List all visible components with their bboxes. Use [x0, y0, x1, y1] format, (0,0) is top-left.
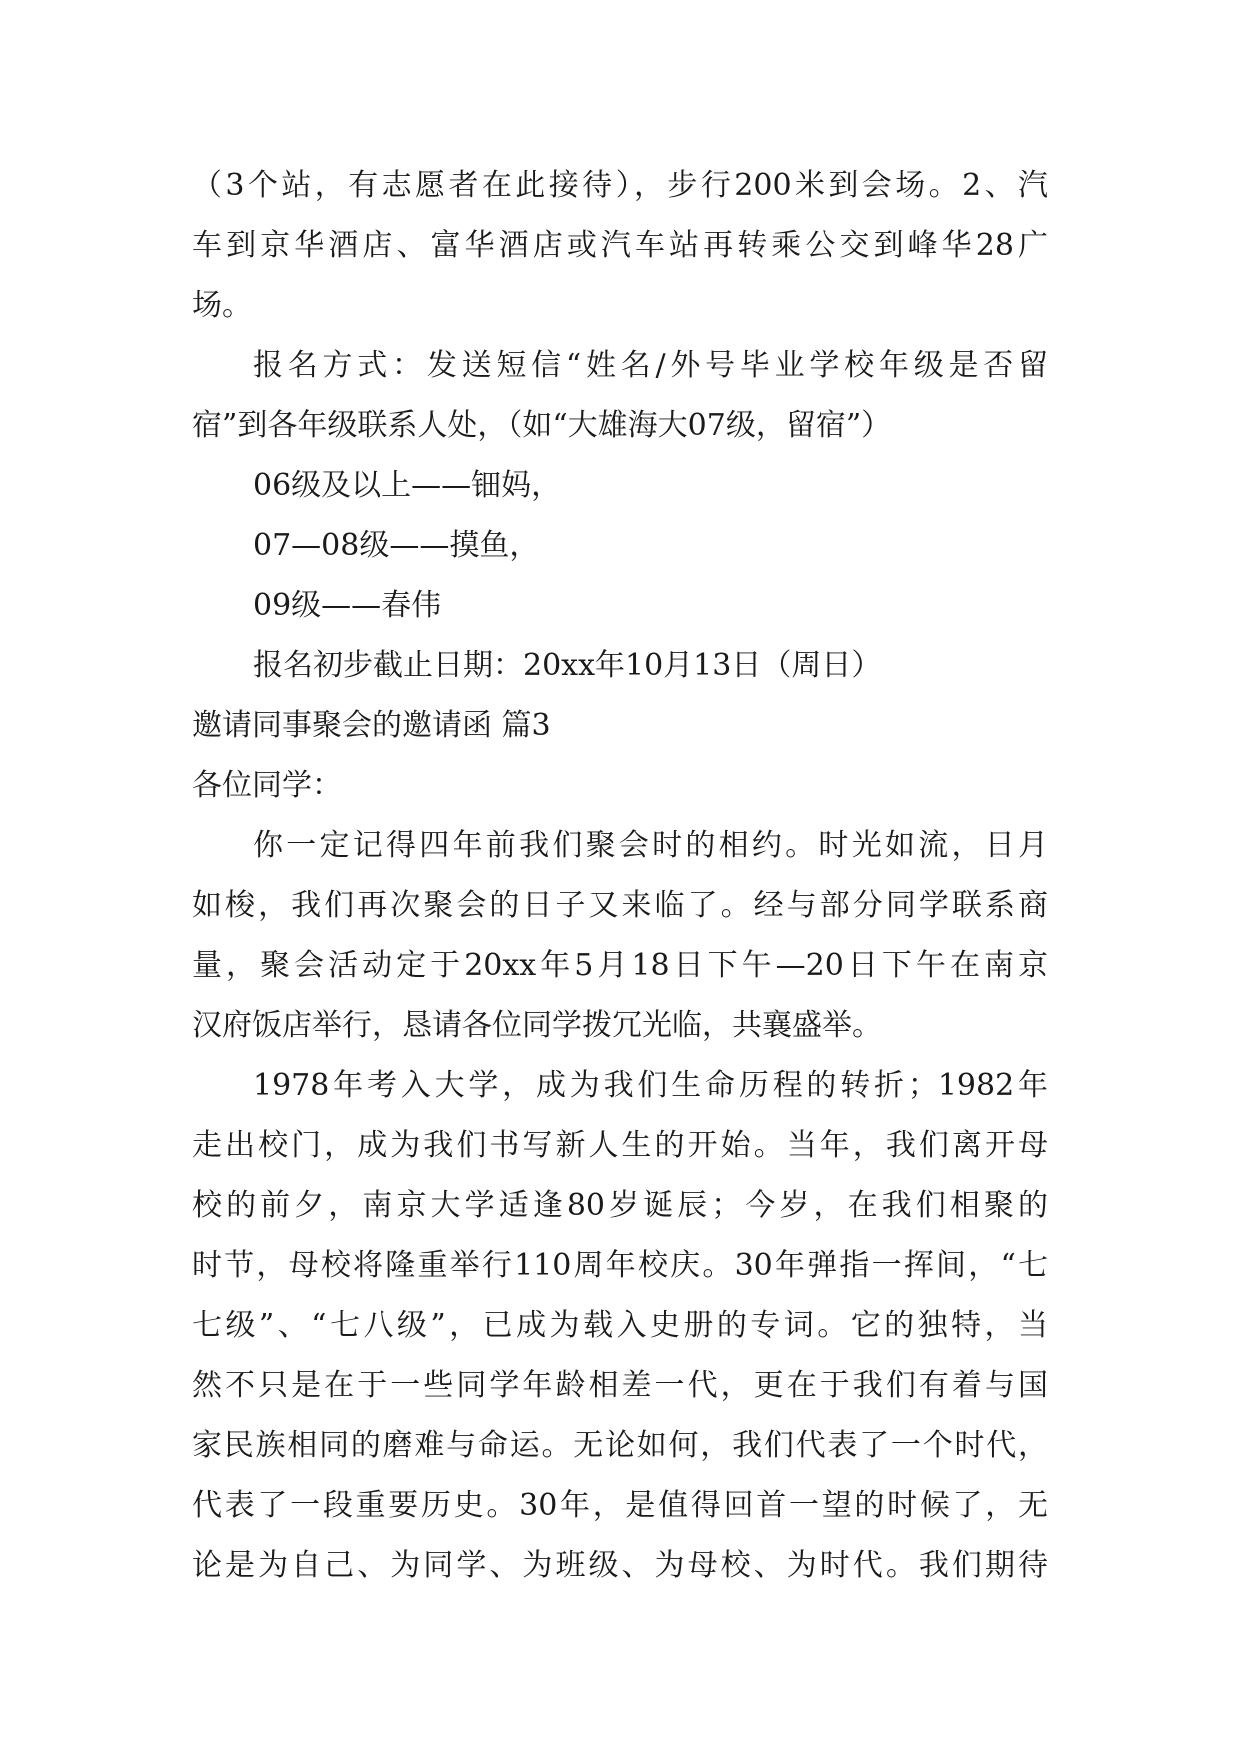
- paragraph-first-line: 1978年考入大学，成为我们生命历程的转折；1982年: [253, 1068, 1048, 1103]
- text-line: 校的前夕，南京大学适逢80岁诞辰；今岁，在我们相聚的: [192, 1188, 1048, 1223]
- contact-line: 07—08级——摸鱼，: [253, 528, 540, 563]
- text-line: 如梭，我们再次聚会的日子又来临了。经与部分同学联系商: [192, 888, 1048, 923]
- text-line: 七级”、“七八级”，已成为载入史册的专词。它的独特，当: [192, 1308, 1048, 1343]
- paragraph-first-line: 你一定记得四年前我们聚会时的相约。时光如流，日月: [253, 828, 1048, 863]
- text-line: 时节，母校将隆重举行110周年校庆。30年弹指一挥间，“七: [192, 1248, 1048, 1283]
- salutation: 各位同学：: [192, 768, 342, 803]
- text-line: 走出校门，成为我们书写新人生的开始。当年，我们离开母: [192, 1128, 1048, 1163]
- section-heading: 邀请同事聚会的邀请函 篇3: [192, 708, 551, 743]
- text-line: 论是为自己、为同学、为班级、为母校、为时代。我们期待: [192, 1548, 1048, 1583]
- deadline-line: 报名初步截止日期：20xx年10月13日（周日）: [253, 648, 882, 683]
- text-line: 家民族相同的磨难与命运。无论如何，我们代表了一个时代，: [192, 1428, 1048, 1463]
- text-line: 代表了一段重要历史。30年，是值得回首一望的时候了，无: [192, 1488, 1048, 1523]
- text-line: 然不只是在于一些同学年龄相差一代，更在于我们有着与国: [192, 1368, 1048, 1403]
- contact-line: 06级及以上——钿妈，: [253, 468, 562, 503]
- contact-line: 09级——春伟: [253, 588, 442, 623]
- text-line: （3个站，有志愿者在此接待），步行200米到会场。2、汽: [192, 168, 1048, 203]
- text-line: 场。: [192, 288, 252, 323]
- text-line: 量，聚会活动定于20xx年5月18日下午—20日下午在南京: [192, 948, 1048, 983]
- paragraph-first-line: 报名方式：发送短信“姓名/外号毕业学校年级是否留: [253, 348, 1048, 383]
- text-line: 汉府饭店举行，恳请各位同学拨冗光临，共襄盛举。: [192, 1008, 882, 1043]
- text-line: 宿”到各年级联系人处，（如“大雄海大07级，留宿”）: [192, 408, 892, 443]
- text-line: 车到京华酒店、富华酒店或汽车站再转乘公交到峰华28广: [192, 228, 1048, 263]
